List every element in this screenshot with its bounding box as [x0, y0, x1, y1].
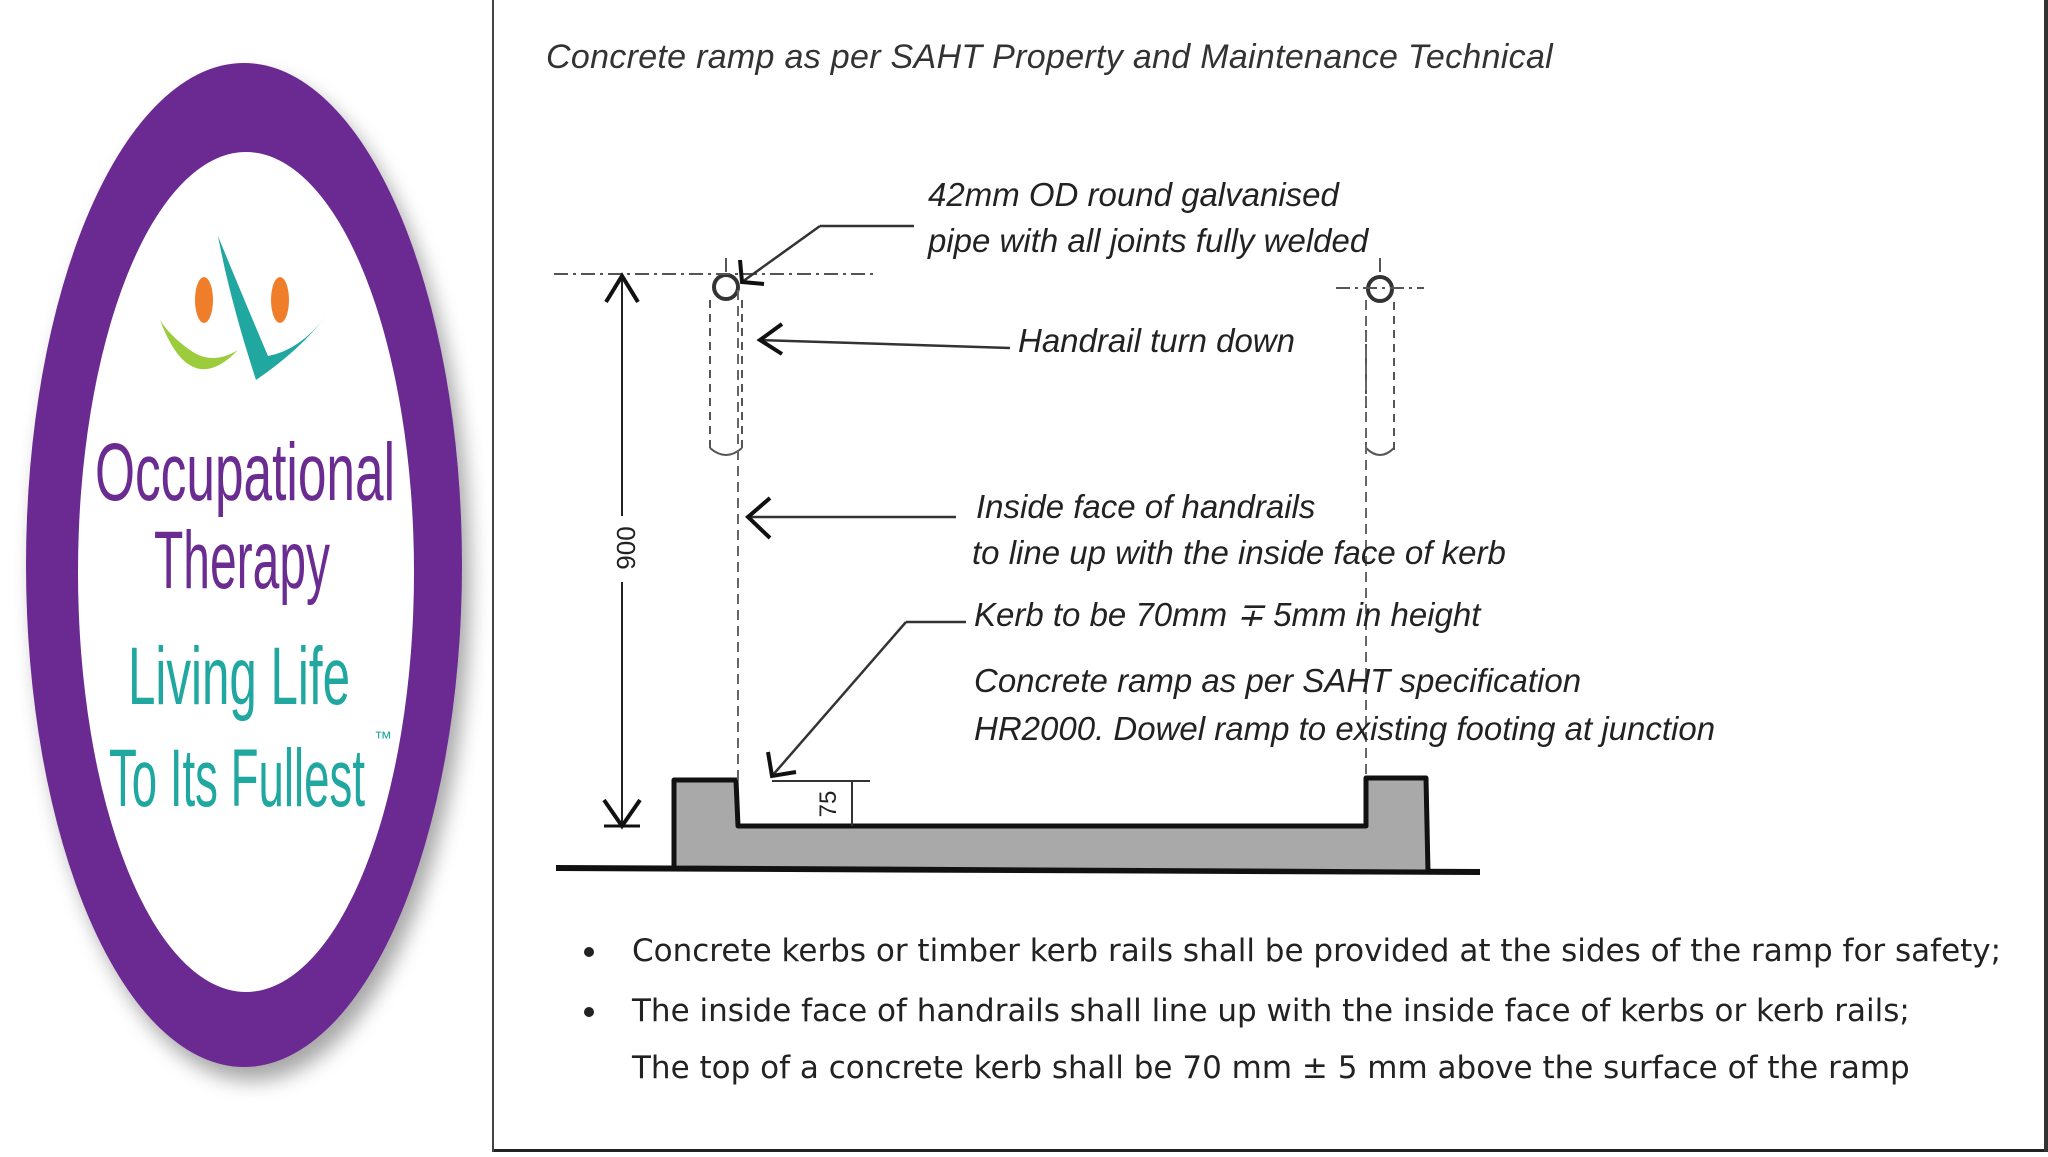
kerb-note: The top of a concrete kerb shall be 70 mm ± 5 mm above the surface of the ramp: [632, 1050, 1910, 1086]
inside-face-label-line2: to line up with the inside face of kerb: [972, 534, 1506, 571]
dim-900-label: 900: [611, 526, 641, 570]
kerb-leader: [768, 622, 966, 776]
bullet-item: [580, 928, 2020, 988]
dim-75-label: 75: [815, 790, 842, 818]
pipe-leader: [740, 226, 914, 284]
ramp-spec-label-line2: HR2000. Dowel ramp to existing footing at junction: [974, 710, 1716, 747]
height-dimension-900: [604, 276, 641, 826]
turn-down-arrow: [760, 324, 1010, 354]
logo-line-living: Living Life: [128, 631, 350, 722]
pipe-label-line1: 42mm OD round galvanised: [928, 176, 1339, 213]
bullet-list: [580, 928, 2020, 1048]
inside-face-arrow: [748, 498, 956, 538]
bullet-dot: [584, 947, 594, 957]
concrete-ramp-section: [674, 778, 1428, 872]
bullet-text: Concrete kerbs or timber kerb rails shall be provided at the sides of the ramp for safety;: [632, 933, 2002, 969]
logo-line-fullest: To Its Fullest: [109, 733, 366, 824]
kerb-height-label: Kerb to be 70mm ∓ 5mm in height: [974, 596, 1481, 633]
slide-title: Concrete ramp as per SAHT Property and Maintenance Technical: [546, 38, 1554, 76]
right-handrail: [1366, 277, 1394, 778]
bullet-text: The inside face of handrails shall line up with the inside face of kerbs or kerb rails;: [632, 993, 1910, 1029]
logo-line-occupational: Occupational: [95, 427, 395, 518]
bullet-dot: [584, 1007, 594, 1017]
logo-line-therapy: Therapy: [154, 515, 330, 606]
pipe-label-line2: pipe with all joints fully welded: [928, 222, 1369, 259]
kerb-dimension-75: [772, 781, 870, 826]
turn-down-label: Handrail turn down: [1018, 322, 1295, 359]
bullet-item: [580, 988, 2020, 1048]
ramp-spec-label-line1: Concrete ramp as per SAHT specification: [974, 662, 1582, 699]
right-border: [2044, 0, 2048, 1152]
logo-trademark: ™: [374, 728, 392, 748]
left-handrail: [710, 275, 742, 780]
inside-face-label-line1: Inside face of handrails: [976, 488, 1316, 525]
